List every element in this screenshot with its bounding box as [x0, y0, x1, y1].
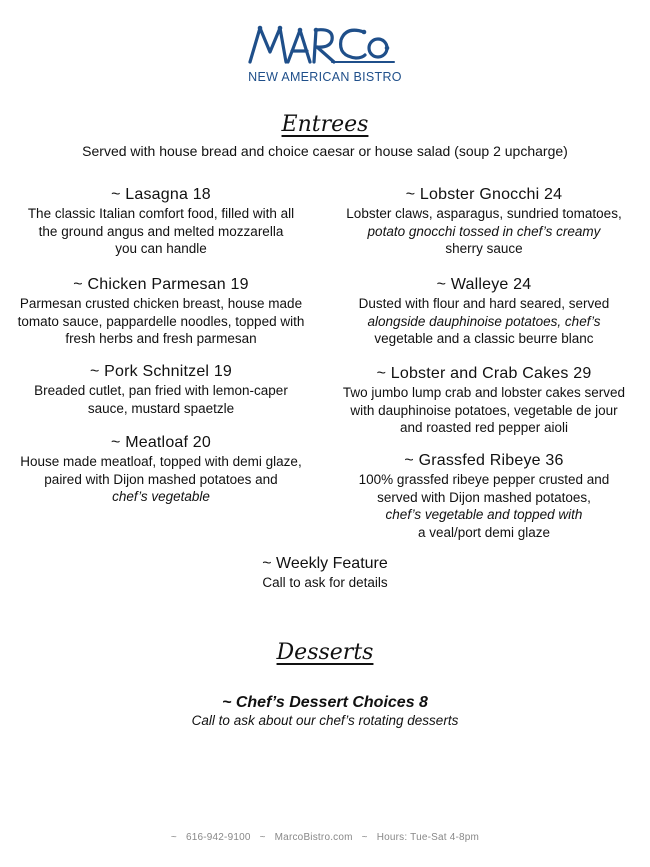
item-name: ~ Walleye 24	[436, 276, 532, 293]
footer-phone: 616-942-9100	[185, 832, 251, 843]
item-desc-line: and roasted red pepper aioli	[399, 420, 569, 435]
menu-item-lobster-crab-cakes	[328, 364, 640, 437]
dessert-name: ~ Chef’s Dessert Choices 8	[222, 694, 428, 711]
item-name: ~ Lobster and Crab Cakes 29	[376, 365, 592, 382]
item-desc-line: alongside dauphinoise potatoes, chef’s	[367, 313, 601, 329]
item-name: ~ Chicken Parmesan 19	[73, 276, 249, 293]
item-desc-line: Parmesan crusted chicken breast, house made	[19, 296, 303, 311]
item-desc-line: vegetable and a classic beurre blanc	[374, 331, 594, 346]
item-name: ~ Lobster Gnocchi 24	[405, 186, 563, 203]
item-desc-line: you can handle	[115, 241, 207, 256]
item-desc-line: Two jumbo lump crab and lobster cakes served	[342, 385, 626, 400]
item-desc-line: served with Dijon mashed potatoes,	[377, 489, 591, 505]
logo-subtitle: NEW AMERICAN BISTRO	[248, 70, 402, 84]
dessert-desc: Call to ask about our chef’s rotating desserts	[191, 713, 459, 728]
item-desc-line: Dusted with flour and hard seared, served	[358, 296, 610, 311]
menu-item-lobster-gnocchi	[328, 185, 640, 258]
footer-website: MarcoBistro.com	[274, 832, 353, 843]
desserts-heading: Desserts	[276, 640, 374, 665]
menu-item-walleye	[328, 275, 640, 348]
item-desc-line: sauce, mustard spaetzle	[87, 400, 235, 416]
weekly-feature	[0, 554, 650, 592]
footer-sep: ~	[170, 832, 177, 843]
item-desc-line: chef’s vegetable	[112, 489, 210, 504]
item-desc-line: The classic Italian comfort food, filled with all	[27, 206, 295, 221]
footer	[0, 832, 650, 843]
item-name: ~ Pork Schnitzel 19	[89, 363, 233, 380]
item-desc-line: Lobster claws, asparagus, sundried tomatoes,	[346, 206, 622, 221]
footer-sep: ~	[259, 832, 266, 843]
item-desc-line: sherry sauce	[445, 241, 523, 256]
entrees-intro: Served with house bread and choice caesar or house salad (soup 2 upcharge)	[82, 143, 568, 159]
footer-hours: Hours: Tue-Sat 4-8pm	[376, 832, 480, 843]
item-name: ~ Lasagna 18	[111, 186, 211, 203]
entrees-heading: Entrees	[281, 112, 369, 137]
feature-desc: Call to ask for details	[262, 575, 388, 590]
menu-item-pork-schnitzel	[0, 362, 322, 417]
item-desc-line: a veal/port demi glaze	[417, 524, 551, 540]
item-name: ~ Meatloaf 20	[111, 434, 211, 451]
item-name: ~ Grassfed Ribeye 36	[404, 452, 564, 469]
menu-item-chicken-parmesan	[0, 275, 322, 348]
item-desc-line: fresh herbs and fresh parmesan	[65, 331, 257, 346]
item-desc-line: chef’s vegetable and topped with	[385, 507, 583, 522]
item-desc-line: Breaded cutlet, pan fried with lemon-caper	[34, 383, 288, 398]
footer-sep: ~	[361, 832, 368, 843]
item-desc-line: the ground angus and melted mozzarella	[38, 223, 284, 239]
feature-name: ~ Weekly Feature	[262, 555, 388, 572]
item-desc-line: potato gnocchi tossed in chef’s creamy	[367, 223, 601, 239]
item-desc-line: 100% grassfed ribeye pepper crusted and	[358, 472, 610, 487]
item-desc-line: with dauphinoise potatoes, vegetable de jour	[350, 402, 618, 418]
menu-item-lasagna	[0, 185, 322, 258]
item-desc-line: tomato sauce, pappardelle noodles, topped with	[17, 313, 305, 329]
menu-item-grassfed-ribeye	[328, 451, 640, 541]
item-desc-line: House made meatloaf, topped with demi glaze,	[20, 454, 302, 469]
item-desc-line: paired with Dijon mashed potatoes and	[44, 471, 278, 487]
menu-item-meatloaf	[0, 433, 322, 506]
